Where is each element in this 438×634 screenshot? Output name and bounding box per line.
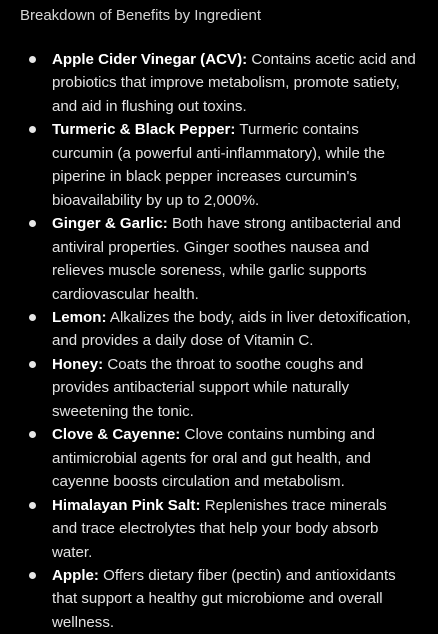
ingredient-term: Honey: [52, 355, 104, 373]
bullet-icon [29, 220, 36, 227]
ingredient-description: Clove contains numbing and antimicrobial agents for oral and gut health, and cayenne boosts circulation and metabolism. [52, 426, 376, 491]
list-item-apple [0, 564, 438, 634]
list-item-turmeric-black-pepper [0, 118, 438, 212]
ingredient-term: Lemon: [52, 308, 107, 326]
ingredient-description: Offers dietary fiber (pectin) and antioxidants that support a healthy gut microbiome and overall wellness. [52, 566, 396, 631]
ingredient-description: Alkalizes the body, aids in liver detoxification, and provides a daily dose of Vitamin C. [52, 308, 411, 350]
ingredient-term: Himalayan Pink Salt: [52, 496, 201, 514]
list-item-himalayan-pink-salt [0, 494, 438, 564]
bullet-icon [29, 502, 36, 509]
ingredient-term: Turmeric & Black Pepper: [52, 121, 236, 139]
ingredient-term: Apple: [52, 566, 99, 584]
ingredient-description: Contains acetic acid and probiotics that improve metabolism, promote satiety, and aid in flushing out toxins. [52, 51, 416, 115]
ingredient-description: Turmeric contains curcumin (a powerful anti-inflammatory), while the piperine in black pepper increases curcumin's bioavailability by up to 2,000%. [52, 121, 386, 209]
bullet-icon [29, 314, 36, 321]
ingredient-description: Both have strong antibacterial and antiviral properties. Ginger soothes nausea and relieves muscle soreness, while garlic supports cardiovascular health. [52, 215, 402, 303]
bullet-icon [29, 126, 36, 133]
ingredient-term: Clove & Cayenne: [52, 426, 181, 444]
list-item-ginger-garlic [0, 212, 438, 306]
bullet-icon [29, 56, 36, 63]
ingredient-term: Ginger & Garlic: [52, 215, 168, 233]
section-heading: Breakdown of Benefits by Ingredient [20, 7, 261, 24]
list-item-honey [0, 353, 438, 423]
ingredient-description: Coats the throat to soothe coughs and provides antibacterial support while naturally sweetening the tonic. [52, 355, 364, 420]
bullet-icon [29, 572, 36, 579]
bullet-icon [29, 431, 36, 438]
ingredient-term: Apple Cider Vinegar (ACV): [52, 51, 248, 68]
list-item-apple-cider-vinegar [0, 48, 438, 118]
benefits-list [0, 48, 438, 634]
bullet-icon [29, 361, 36, 368]
list-item-clove-cayenne [0, 423, 438, 493]
ingredient-description: Replenishes trace minerals and trace electrolytes that help your body absorb water. [52, 496, 387, 561]
list-item-lemon [0, 306, 438, 353]
